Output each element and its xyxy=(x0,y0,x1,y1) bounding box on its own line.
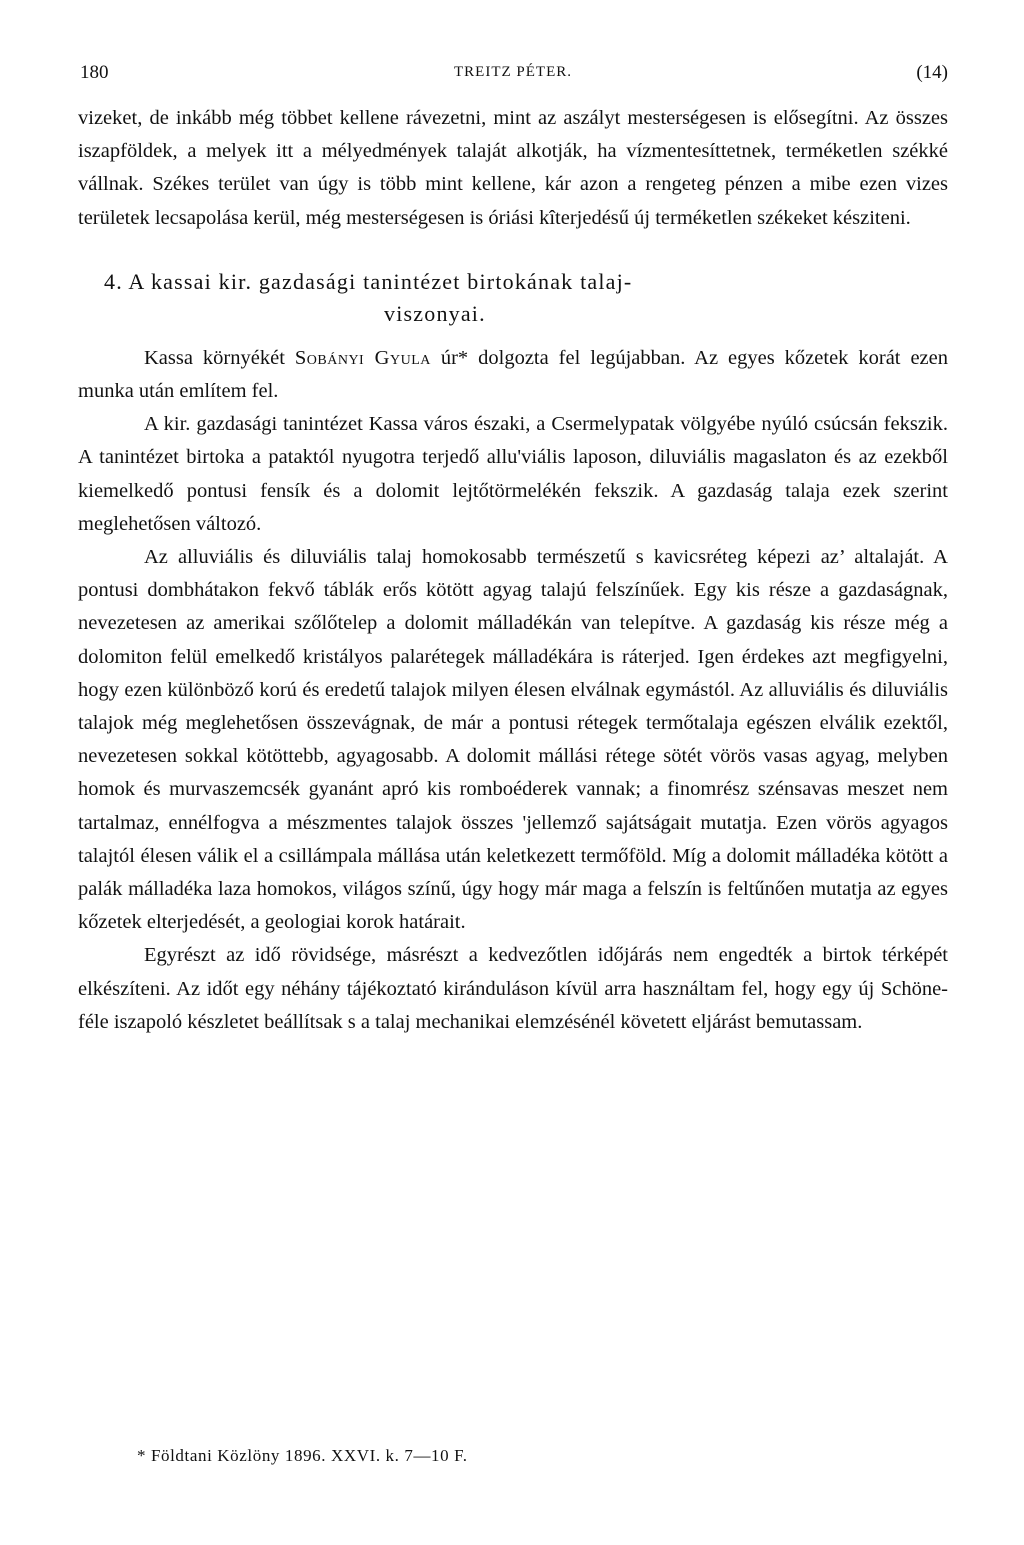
paragraph-1: vizeket, de inkább még többet kellene rávezetni, mint az aszályt mesterségesen is elősegítni. Az összes iszapföldek, a melyek itt a mélyedmények talaját alkotják, ha vízmentesíttetnek, terméketlen székké vállnak. Székes terület van úgy is több mint kellene, kár azon a rengeteg pénzen a mibe ezen vizes területek lecsapolása kerül, még mesterségesen is óriási kîterjedésű új terméketlen székeket késziteni. xyxy=(78,107,948,229)
page-number: 180 xyxy=(80,62,109,83)
running-header xyxy=(78,62,948,102)
footnote: * Földtani Közlöny 1896. XXVI. k. 7—10 F. xyxy=(137,1446,468,1465)
running-title: TREITZ PÉTER. xyxy=(454,64,572,80)
paragraph-4: Az alluviális és diluviális talaj homokosabb természetű s kavicsréteg képezi az’ altalaját. A pontusi dombhátakon fekvő táblák erős kötött agyag talajú felszínűek. Egy kis része a gazdaságnak, nevezetesen az amerikai szőlőtelep a dolomit málladékán van telepítve. A gazdaság kis része még a dolomiton felül emelkedő kristályos palarétegek málladékára is ráterjed. Igen érdekes azt megfigyelni, hogy ezen különböző korú és eredetű talajok milyen élesen elválnak egymástól. Az alluviális és diluviális talajok még meglehetősen összevágnak, de már a pontusi rétegek termőtalaja egészen elválik ezektől, nevezetesen sokkal kötöttebb, agyagosabb. A dolomit mállási rétege sötét vörös vasas agyag, melyben homok és murvaszemcsék gyanánt apró kis romboéderek vannak; a finomrész szénsavas meszet nem tartalmaz, ennélfogva a mészmentes talajok összes 'jellemző sajátságait mutatja. Ezen vörös agyagos talajtól élesen válik el a csillámpala mállása után keletkezett termőföld. Míg a dolomit málladéka kötött a palák málladéka laza homokos, világos színű, úgy hogy már maga a felszín is feltűnően mutatja az egyes kőzetek elterjedését, a geologiai korok határait. xyxy=(78,546,948,934)
author-name: Sobányi Gyula xyxy=(294,346,431,369)
paragraph-2-end: úr* dolgozta fel legújabban. Az egyes kőzetek korát ezen munka után említem fel. xyxy=(78,346,949,403)
page-body xyxy=(78,62,948,1039)
section-heading-line-1: 4. A kassai kir. gazdasági tanintézet birtokának talaj- xyxy=(104,268,633,294)
paragraph-2-start: Kassa környékét xyxy=(144,346,285,369)
section-heading xyxy=(78,266,948,330)
paragraph-3: A kir. gazdasági tanintézet Kassa város északi, a Csermelypatak völgyébe nyúló csúcsán fekszik. A tanintézet birtoka a pataktól nyugotra terjedő allu'viális laposon, diluviális magaslaton és az ezekből kiemelkedő pontusi fensík és a dolomit lejtőtörmelékén fekszik. A gazdaság talaja ezek szerint meglehetősen változó. xyxy=(78,413,948,535)
paragraph-2 xyxy=(78,342,948,408)
section-heading-line-2: viszonyai. xyxy=(384,300,486,326)
paragraph-5: Egyrészt az idő rövidsége, másrészt a kedvezőtlen időjárás nem engedték a birtok térképét elkészíteni. Az időt egy néhány tájékoztató kiránduláson kívül arra használtam fel, hogy egy új Schöne-féle iszapoló készletet beállítsak s a talaj mechanikai elemzésénél követett eljárást bemutassam. xyxy=(78,944,948,1033)
section-number: (14) xyxy=(916,62,948,83)
